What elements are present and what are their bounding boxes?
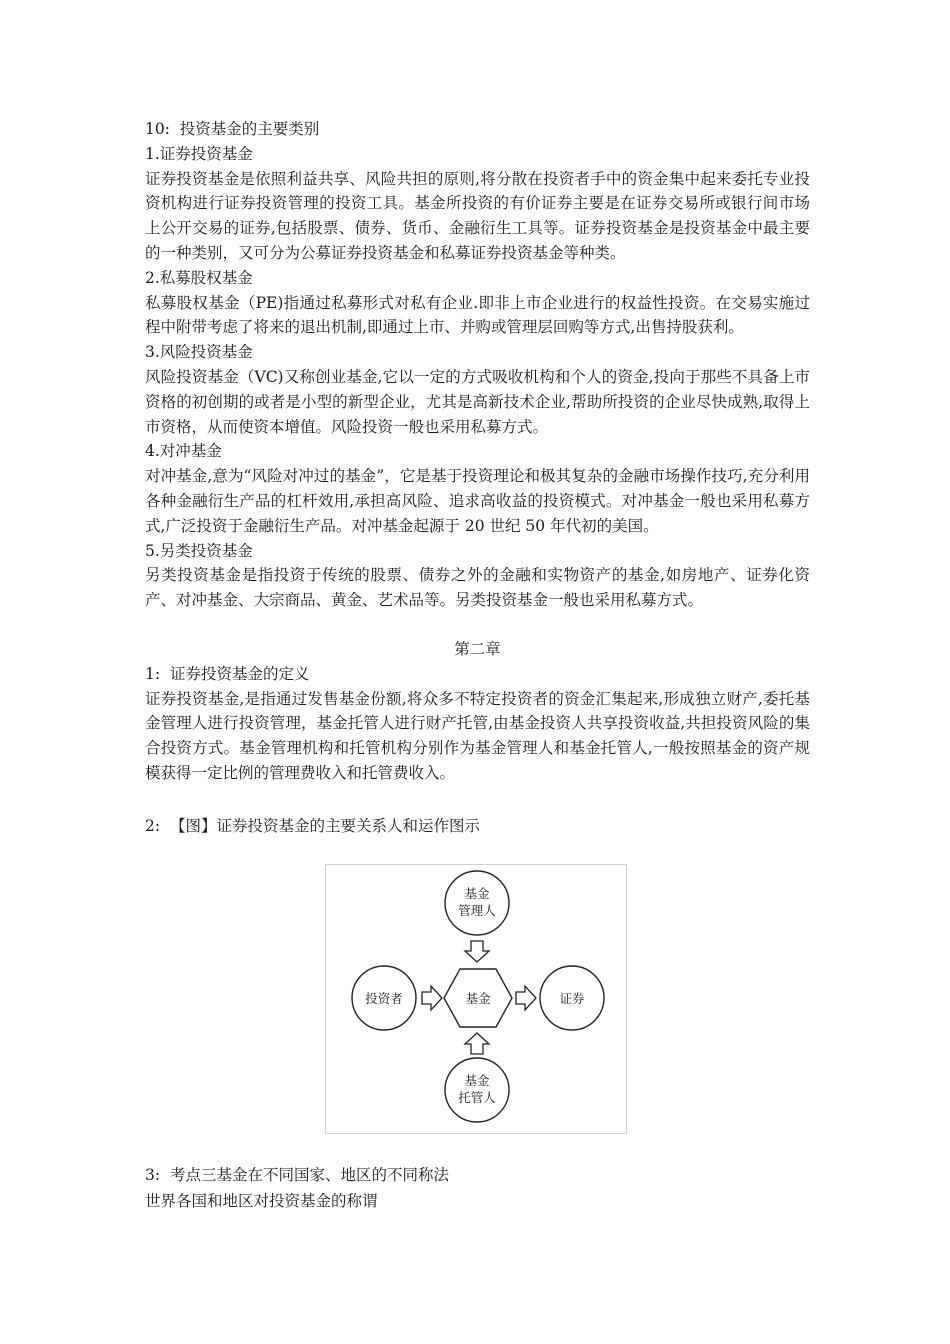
section-heading: 10: 投资基金的主要类别 (145, 120, 320, 138)
item-title: 2.私募股权基金 (145, 268, 253, 287)
section-heading: 3: 考点三基金在不同国家、地区的不同称法 (145, 1166, 449, 1184)
item-title: 4.对冲基金 (145, 442, 222, 461)
paragraph: 证券投资基金,是指通过发售基金份额,将众多不特定投资者的资金汇集起来,形成独立财产,委托基金管理人进行投资管理，基金托管人进行财产托管,由基金投资人共享投资收益,共担投资风险的集合投资方式。基金管理机构和托管机构分别作为基金管理人和基金托管人,一般按照基金的资产规模获得一定比例的管理费收入和托管费收入。 (145, 689, 810, 782)
item-title: 1.证券投资基金 (145, 144, 253, 163)
right-arrow-icon (516, 986, 536, 1010)
paragraph: 另类投资基金是指投资于传统的股票、债券之外的金融和实物资产的基金,如房地产、证券化资产、对冲基金、大宗商品、黄金、艺术品等。另类投资基金一般也采用私募方式。 (145, 566, 810, 610)
fund-label: 基金 (465, 991, 491, 1006)
spacer (145, 613, 810, 637)
custodian-label-1: 基金 (464, 1073, 490, 1088)
main-text (145, 117, 810, 839)
spacer (145, 786, 810, 814)
manager-label-1: 基金 (464, 886, 490, 901)
diagram-svg (326, 865, 626, 1133)
right-arrow-icon (422, 986, 442, 1010)
paragraph: 私募股权基金（PE)指通过私募形式对私有企业.即非上市企业进行的权益性投资。在交易实施过程中附带考虑了将来的退出机制,即通过上市、并购或管理层回购等方式,出售持股获利。 (145, 293, 810, 337)
item-title: 3.风险投资基金 (145, 343, 253, 362)
custodian-label-2: 托管人 (458, 1090, 496, 1105)
up-arrow-icon (465, 1033, 489, 1054)
figure-heading: 2: 【图】证券投资基金的主要关系人和运作图示 (145, 816, 480, 835)
item-title: 5.另类投资基金 (145, 541, 253, 560)
paragraph: 世界各国和地区对投资基金的称谓 (145, 1192, 378, 1210)
chapter-title: 第二章 (454, 639, 501, 658)
securities-label: 证券 (559, 991, 585, 1006)
paragraph: 证券投资基金是依照利益共享、风险共担的原则,将分散在投资者手中的资金集中起来委托专业投资机构进行证券投资管理的投资工具。基金所投资的有价证券主要是在证券交易所或银行间市场上公开交易的证券,包括股票、债券、货币、金融衍生工具等。证券投资基金是投资基金中最主要的一种类别，又可分为公募证券投资基金和私募证券投资基金等种类。 (145, 169, 810, 262)
down-arrow-icon (465, 941, 489, 962)
manager-label-2: 管理人 (458, 903, 496, 918)
fund-relationship-diagram (325, 864, 627, 1134)
paragraph: 对冲基金,意为“风险对冲过的基金”，它是基于投资理论和极其复杂的金融市场操作技巧,充分利用各种金融衍生产品的杠杆效用,承担高风险、追求高收益的投资模式。对冲基金一般也采用私募方式,广泛投资于金融衍生产品。对冲基金起源于 20 世纪 50 年代初的美国。 (145, 467, 810, 535)
section-heading: 1: 证券投资基金的定义 (145, 664, 310, 683)
after-figure-text (145, 1162, 810, 1214)
paragraph: 风险投资基金（VC)又称创业基金,它以一定的方式吸收机构和个人的资金,投向于那些不具备上市资格的初创期的或者是小型的新型企业，尤其是高新技术企业,帮助所投资的企业尽快成熟,取得上市资格，从而使资本增值。风险投资一般也采用私募方式。 (145, 367, 810, 436)
investor-label: 投资者 (365, 991, 403, 1006)
